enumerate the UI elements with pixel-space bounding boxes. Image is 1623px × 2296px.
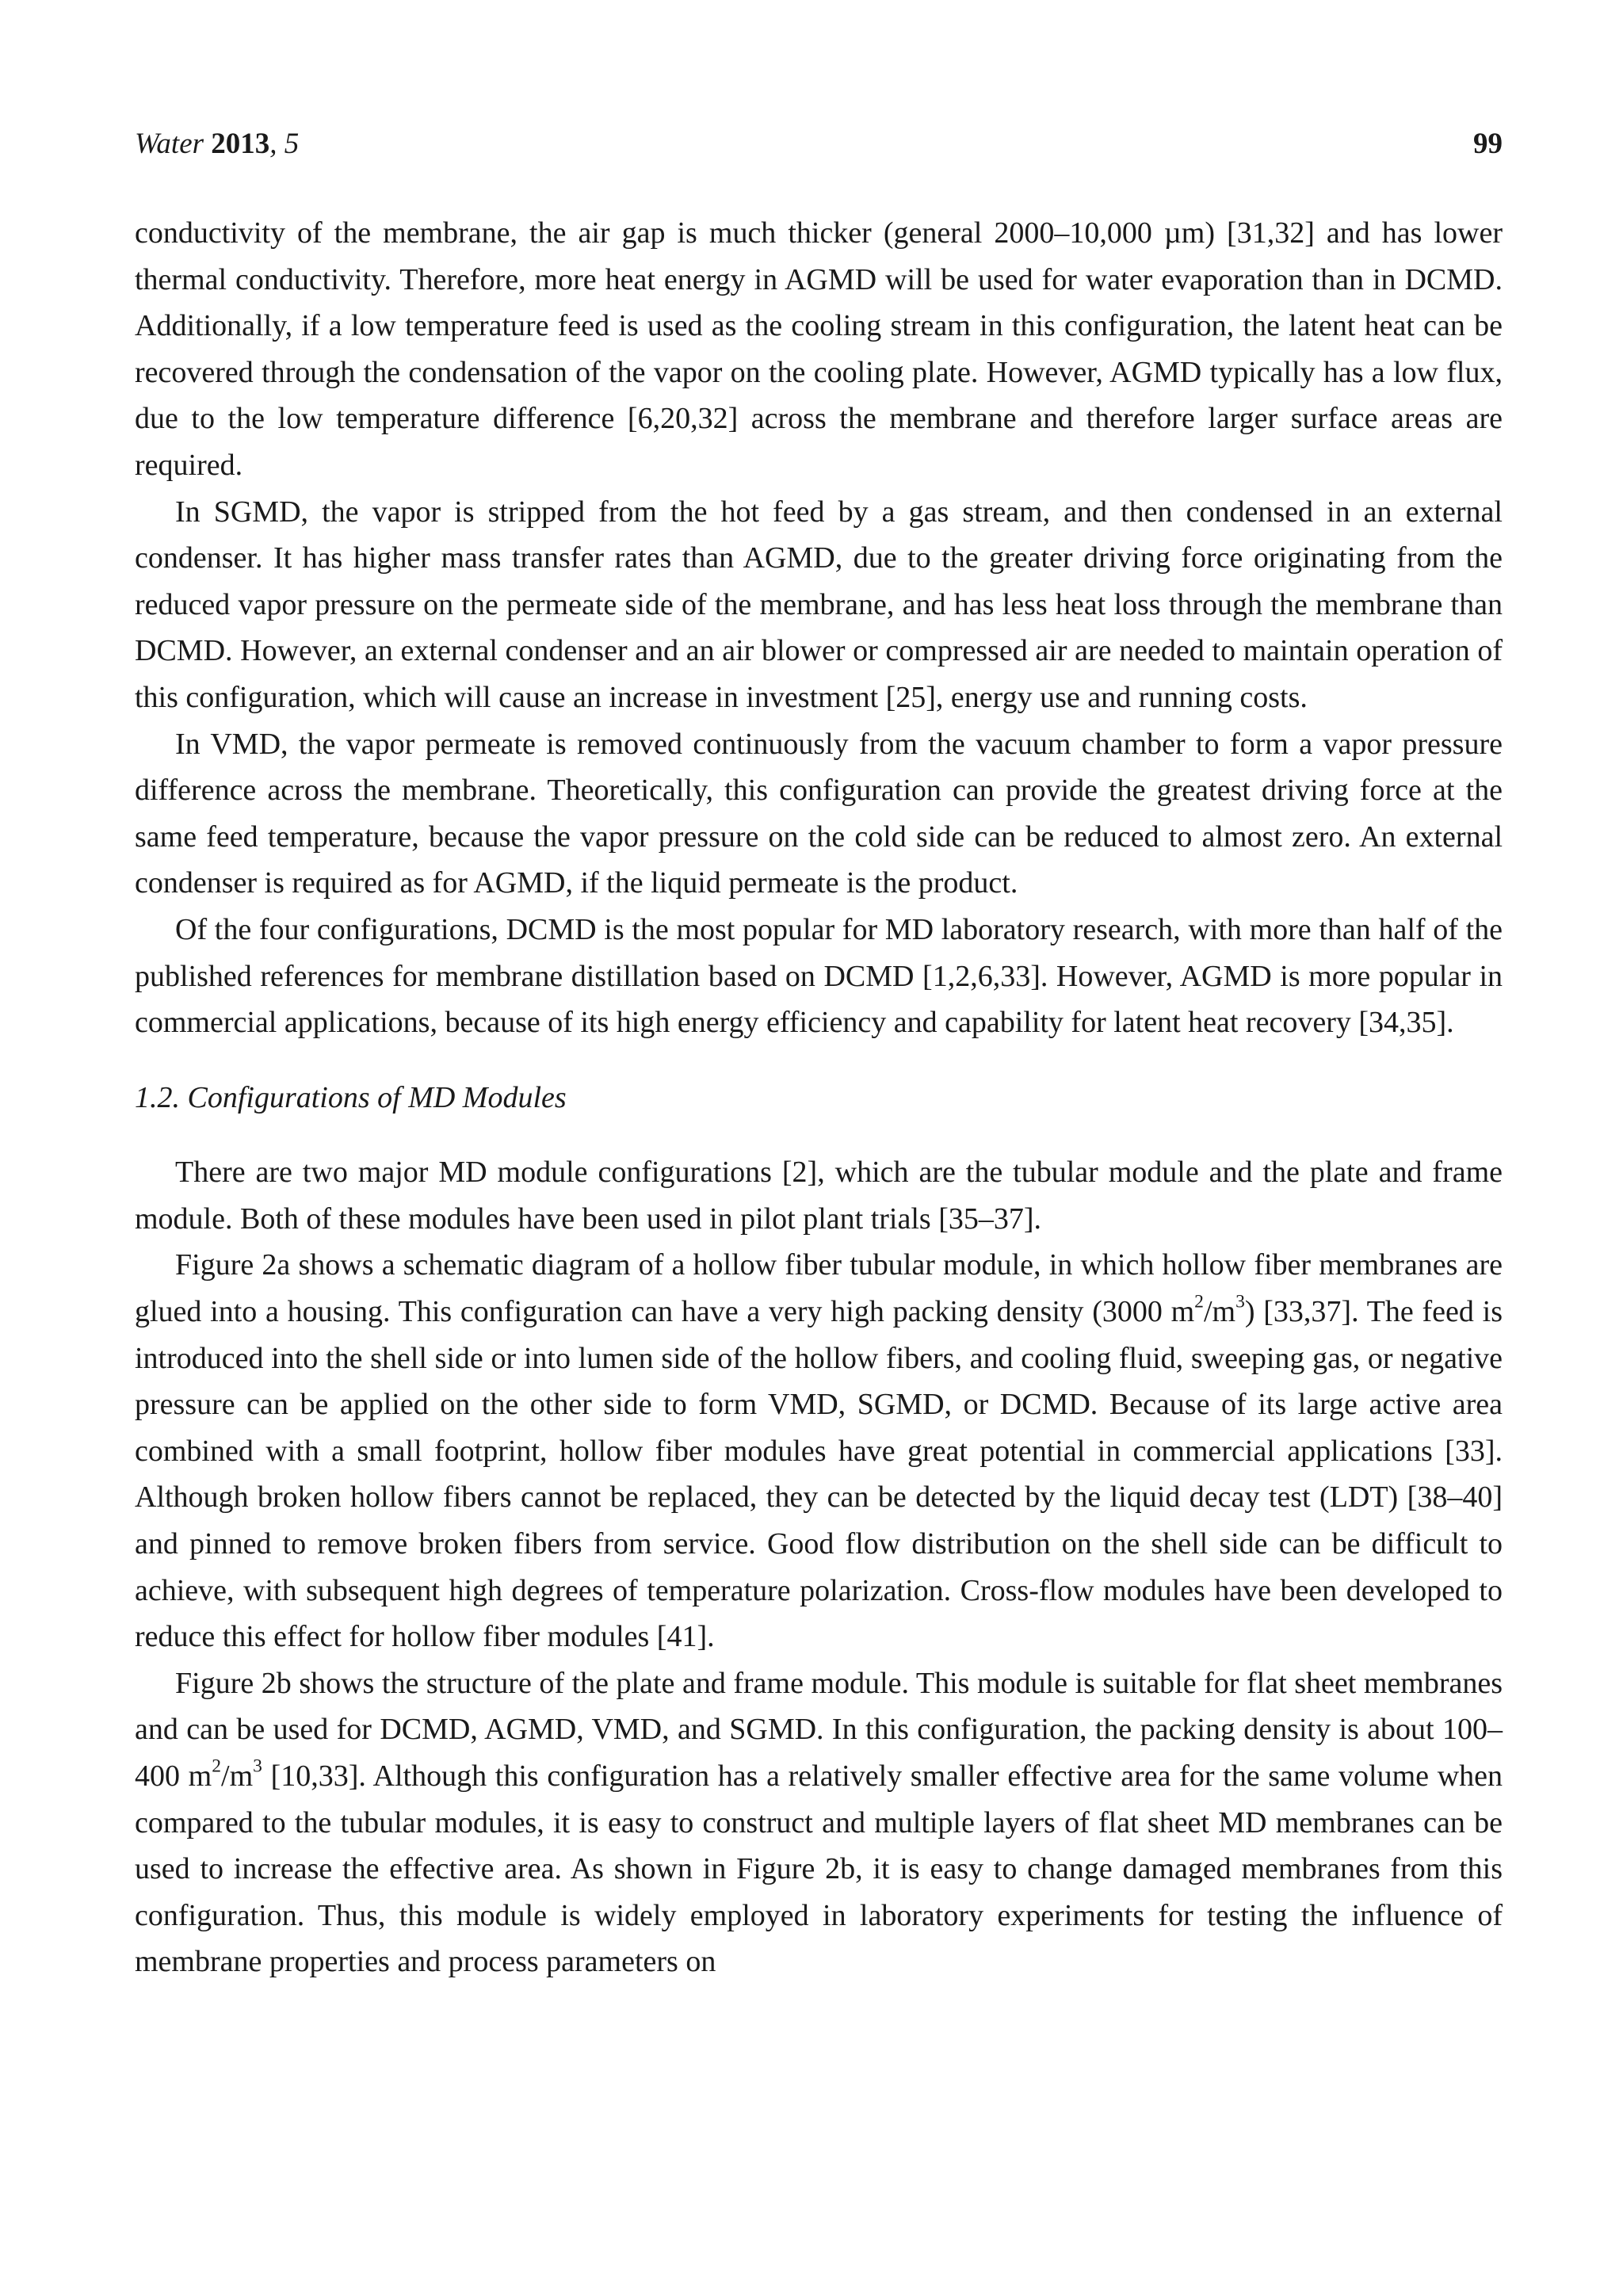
page-number: 99: [1473, 128, 1503, 160]
section-heading: 1.2. Configurations of MD Modules: [135, 1080, 567, 1114]
paragraph-module-configurations: There are two major MD module configurations [2], which are the tubular module and the plate and frame module. Both of these modules have been used in pilot plant trials [35–37].: [135, 1156, 1503, 1236]
paragraph-plate-frame-module: Figure 2b shows the structure of the plate and frame module. This module is suitable for flat sheet membranes and can be used for DCMD, AGMD, VMD, and SGMD. In this configuration, the packing density is about 100–400 $m^2/m^3$ [10,33]. Although this configuration has a relatively smaller effective area for the same volume when compared to the tubular modules, it is easy to construct and multiple layers of flat sheet MD membranes can be used to increase the effective area. As shown in Figure 2b, it is easy to change damaged membranes from this configuration. Thus, this module is widely employed in laboratory experiments for testing the influence of membrane properties and process parameters on: [135, 1666, 1503, 1979]
paragraph-agmd-continued: conductivity of the membrane, the air gap is much thicker (general 2000–10,000 µm) [31,32] and has lower thermal conductivity. Therefore, more heat energy in AGMD will be used for water evaporation than in DCMD. Additionally, if a low temperature feed is used as the cooling stream in this configuration, the latent heat can be recovered through the condensation of the vapor on the cooling plate. However, AGMD typically has a low flux, due to the low temperature difference [6,20,32] across the membrane and therefore larger surface areas are required.: [135, 216, 1503, 482]
paragraph-vmd: In VMD, the vapor permeate is removed continuously from the vacuum chamber to form a vapor pressure difference across the membrane. Theoretically, this configuration can provide the greatest driving force at the same feed temperature, because the vapor pressure on the cold side can be reduced to almost zero. An external condenser is required as for AGMD, if the liquid permeate is the product.: [135, 727, 1503, 900]
paragraph-configuration-comparison: Of the four configurations, DCMD is the most popular for MD laboratory research, with more than half of the published references for membrane distillation based on DCMD [1,2,6,33]. However, AGMD is more popular in commercial applications, because of its high energy efficiency and capability for latent heat recovery [34,35].: [135, 912, 1503, 1040]
journal-year: 2013: [211, 128, 270, 160]
journal-name: Water: [135, 128, 204, 160]
body-text: [135, 210, 1503, 1985]
paragraph-sgmd: In SGMD, the vapor is stripped from the hot feed by a gas stream, and then condensed in an external condenser. It has higher mass transfer rates than AGMD, due to the greater driving force originating from the reduced vapor pressure on the permeate side of the membrane, and has less heat loss through the membrane than DCMD. However, an external condenser and an air blower or compressed air are needed to maintain operation of this configuration, which will cause an increase in investment [25], energy use and running costs.: [135, 495, 1503, 714]
page-header: [135, 127, 1503, 162]
paragraph-tubular-module: Figure 2a shows a schematic diagram of a hollow fiber tubular module, in which hollow fiber membranes are glued into a housing. This configuration can have a very high packing density (3000 $m^2/m^3$) [33,37]. The feed is introduced into the shell side or into lumen side of the hollow fibers, and cooling fluid, sweeping gas, or negative pressure can be applied on the other side to form VMD, SGMD, or DCMD. Because of its large active area combined with a small footprint, hollow fiber modules have great potential in commercial applications [33]. Although broken hollow fibers cannot be replaced, they can be detected by the liquid decay test (LDT) [38–40] and pinned to remove broken fibers from service. Good flow distribution on the shell side can be difficult to achieve, with subsequent high degrees of temperature polarization. Cross-flow modules have been developed to reduce this effect for hollow fiber modules [41].: [135, 1248, 1503, 1654]
journal-volume: 5: [284, 128, 300, 160]
journal-reference: Water 2013, 5: [135, 128, 300, 160]
